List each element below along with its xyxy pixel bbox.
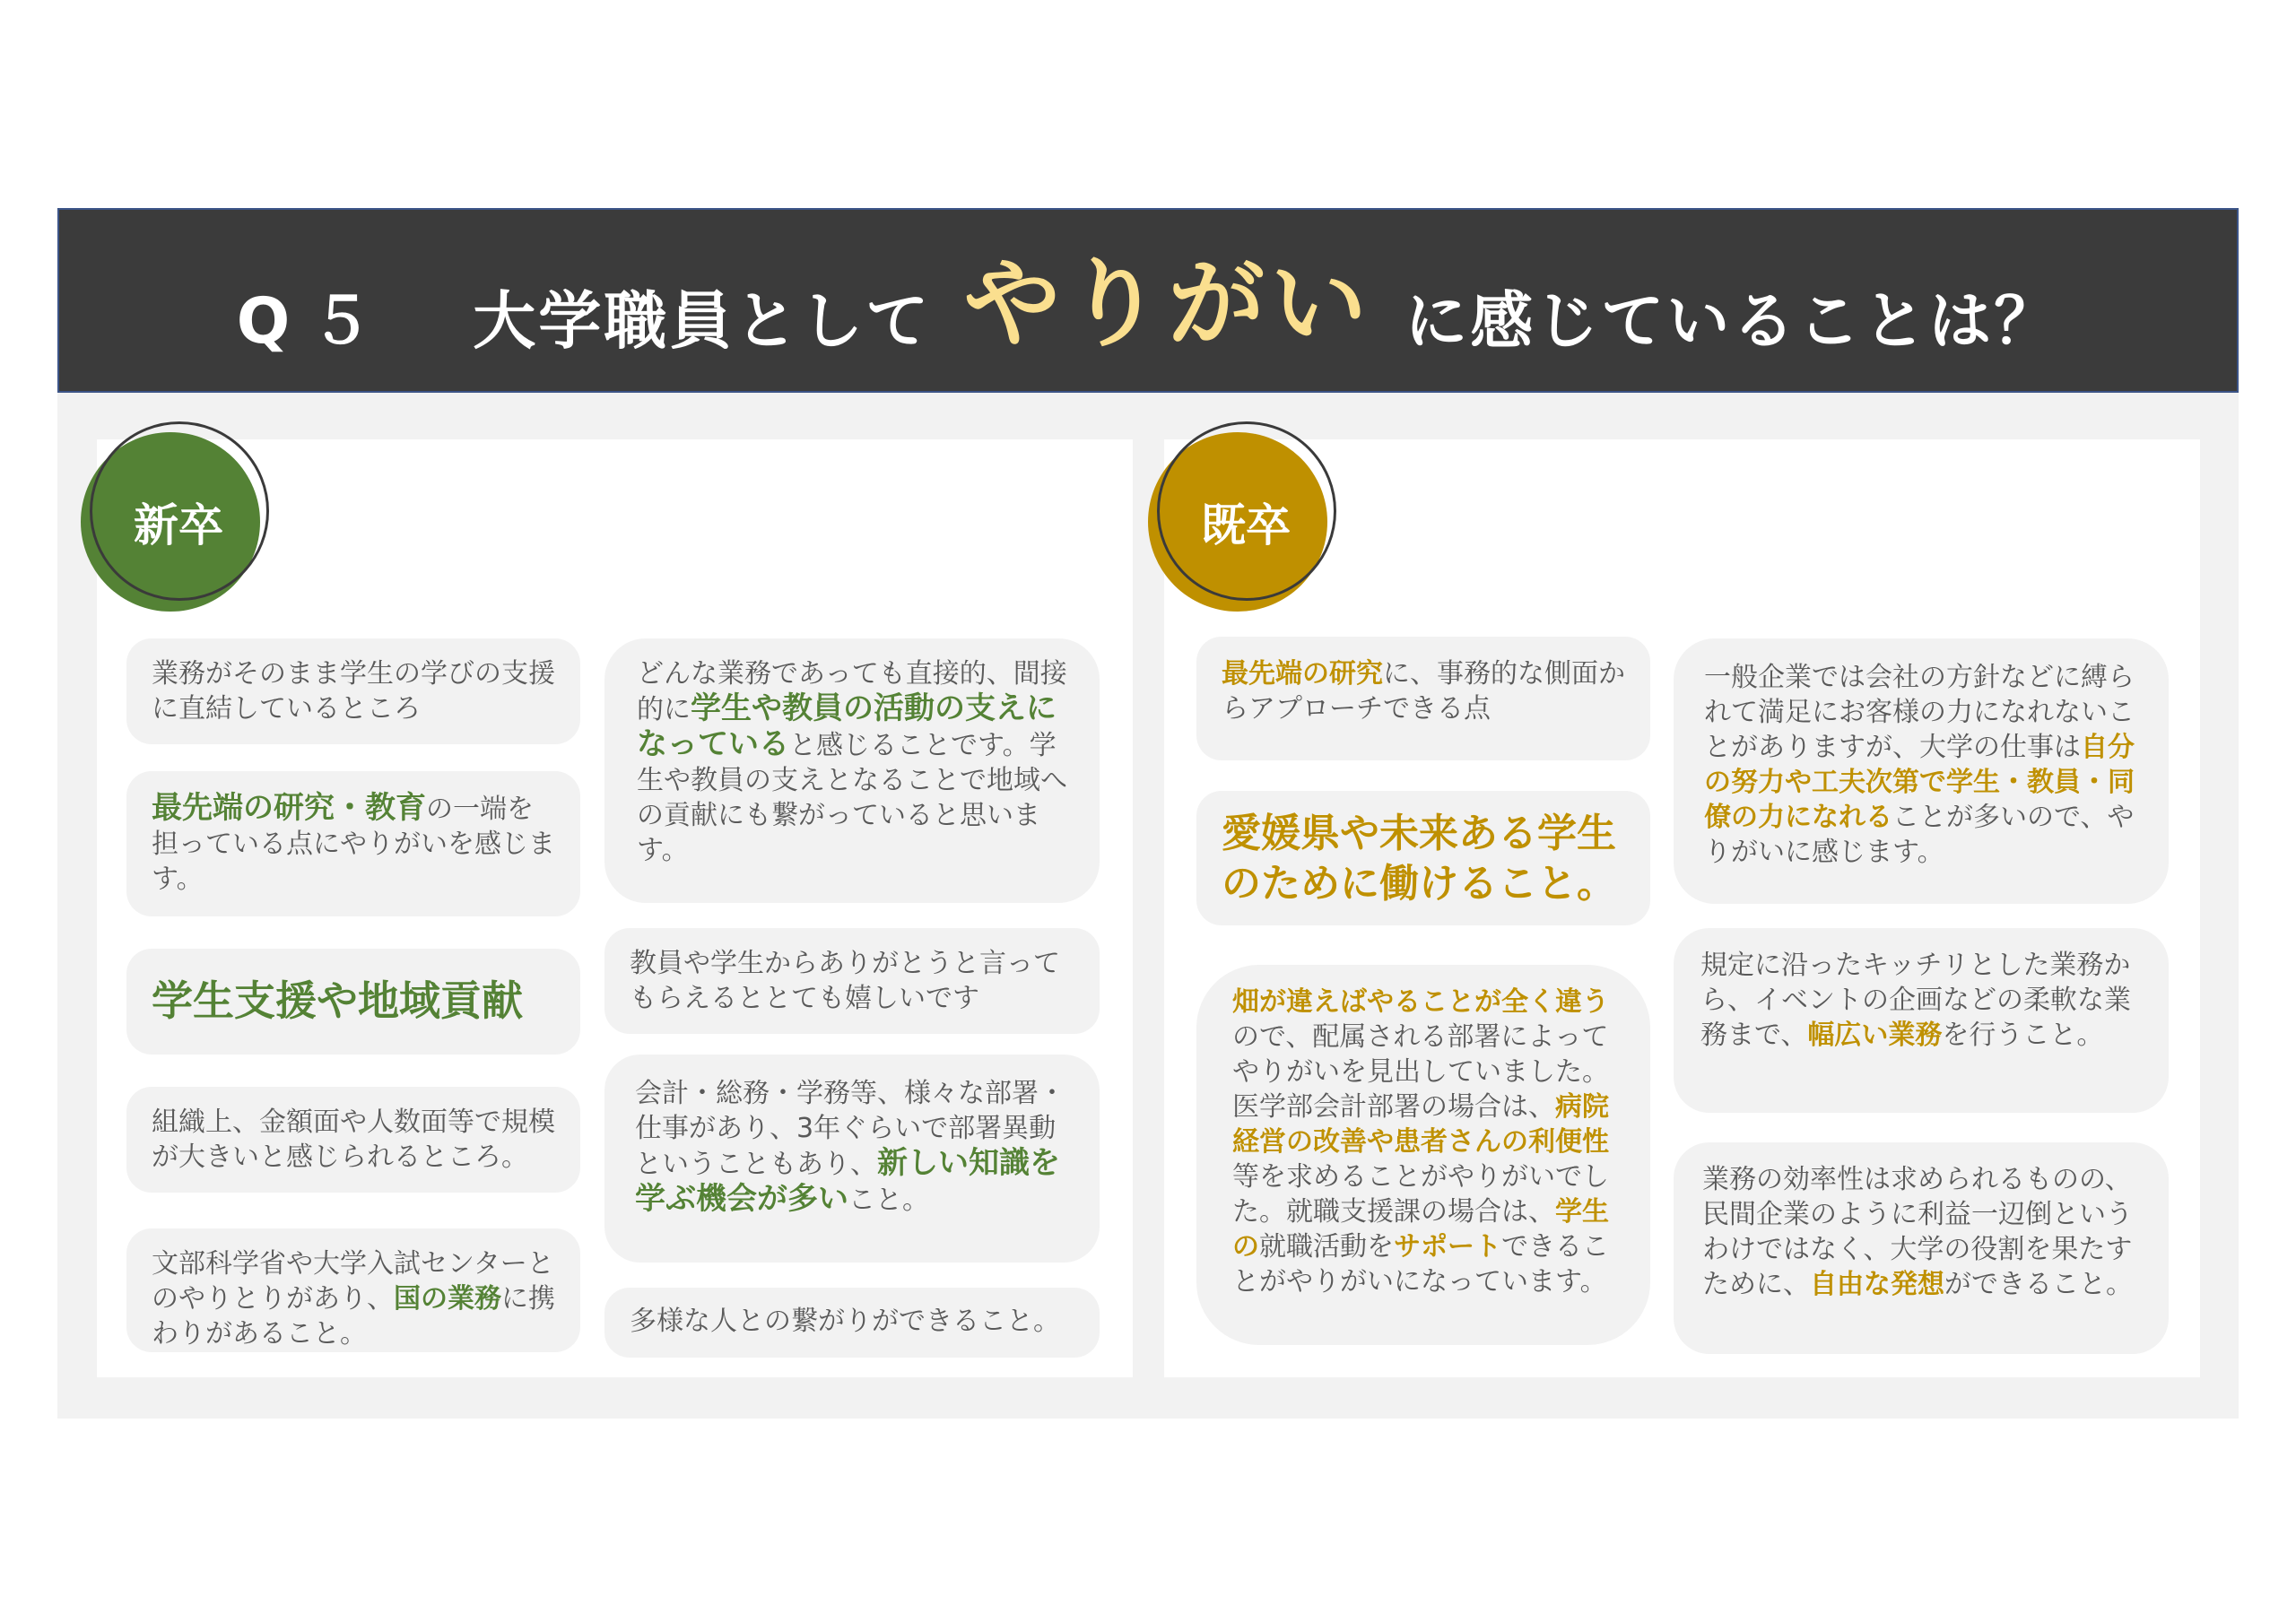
card-text: ができること。 <box>1944 1269 2133 1300</box>
card-text: ことが多いので、やりがいに感じます。 <box>1704 802 2135 868</box>
card-emphasis: 自分の努力や工夫次第で学生・教員・同僚の力になれる <box>1704 732 2135 833</box>
new-grad-card-4 <box>126 1087 580 1193</box>
new-grad-card-5 <box>126 1228 580 1352</box>
mid-career-label: 既卒 <box>1201 499 1291 551</box>
card-emphasis: 学生の <box>1232 1196 1609 1263</box>
card-emphasis: 幅広い業務 <box>1807 1020 1943 1051</box>
new-grad-card-9 <box>604 1288 1100 1358</box>
new-grad-badge <box>81 421 273 613</box>
new-grad-panel <box>97 439 1133 1377</box>
card-emphasis: 学生や教員の活動の支えになっている <box>637 690 1057 762</box>
mid-career-card-1 <box>1196 637 1650 760</box>
title-banner <box>57 208 2239 393</box>
mid-career-panel <box>1164 439 2200 1377</box>
card-text: 組織上、金額面や人数面等で規模が大きいと感じられるところ。 <box>152 1107 555 1173</box>
mid-career-card-4 <box>1674 638 2169 904</box>
card-text: 就職活動を <box>1259 1231 1394 1263</box>
card-text: の一端を担っている点にやりがいを感じます。 <box>152 794 555 895</box>
card-text: どんな業務であっても直接的、間接的に <box>637 658 1067 725</box>
mid-career-card-3 <box>1196 965 1650 1345</box>
title-text-before: 大学職員として <box>473 283 932 358</box>
new-grad-card-7 <box>604 928 1100 1034</box>
title-highlight: やりがい <box>963 247 1373 360</box>
card-emphasis: 最先端の研究・教育 <box>152 790 426 826</box>
card-text: 等を求めることがやりがいでした。就職支援課の場合は、 <box>1232 1161 1609 1228</box>
card-text: 業務がそのまま学生の学びの支援に直結しているところ <box>152 658 555 725</box>
card-emphasis: 学生支援や地域貢献 <box>152 976 523 1025</box>
new-grad-card-2 <box>126 771 580 916</box>
card-text: に、事務的な側面からアプローチできる点 <box>1222 658 1625 725</box>
card-text: 会計・総務・学務等、様々な部署・仕事があり、3年ぐらいで部署異動ということもあり、 <box>635 1078 1065 1180</box>
card-text: こと。 <box>848 1185 929 1216</box>
page-title <box>237 231 2060 370</box>
card-text: 一般企業では会社の方針などに縛られて満足にお客様の力になれないことがありますが、大学の仕事は <box>1704 662 2135 763</box>
mid-career-card-2 <box>1196 791 1650 925</box>
mid-career-card-6 <box>1674 1142 2169 1354</box>
card-emphasis: 愛媛県や未来ある学生のために働けること。 <box>1222 811 1616 907</box>
mid-career-card-5 <box>1674 928 2169 1113</box>
card-text: 教員や学生からありがとうと言ってもらえるととても嬉しいです <box>630 948 1060 1014</box>
mid-career-badge <box>1148 421 1340 613</box>
card-text: 文部科学省や大学入試センターとのやりとりがあり、 <box>152 1248 554 1315</box>
new-grad-card-3 <box>126 949 580 1055</box>
card-emphasis: サポート <box>1394 1231 1501 1263</box>
new-grad-card-8 <box>604 1055 1100 1263</box>
new-grad-card-1 <box>126 638 580 744</box>
card-text: 規定に沿ったキッチリとした業務から、イベントの企画などの柔軟な業務まで、 <box>1700 950 2131 1051</box>
card-text: できることがやりがいになっています。 <box>1232 1231 1609 1298</box>
card-emphasis: 最先端の研究 <box>1222 658 1383 690</box>
title-text-after: に感じていることは？ <box>1405 283 2060 358</box>
card-text: 多様な人との繋がりができること。 <box>630 1306 1060 1337</box>
card-text: を行うこと。 <box>1942 1020 2104 1051</box>
card-emphasis: 自由な発想 <box>1810 1269 1944 1300</box>
question-number: Q５ <box>236 283 393 358</box>
card-emphasis: 国の業務 <box>394 1283 501 1315</box>
card-emphasis: 病院経営の改善や患者さんの利便性 <box>1232 1091 1609 1158</box>
card-text: 業務の効率性は求められるものの、民間企業のように利益一辺倒というわけではなく、大学の役割を果たすために、 <box>1702 1164 2133 1300</box>
new-grad-card-6 <box>604 638 1100 903</box>
card-emphasis: 畑が違えばやることが全く違う <box>1232 986 1609 1018</box>
new-grad-label: 新卒 <box>134 499 223 551</box>
card-text: に携わりがあること。 <box>152 1283 555 1350</box>
card-text: と感じることです。学生や教員の支えとなることで地域への貢献にも繋がっていると思います。 <box>637 730 1067 866</box>
card-text: ので、配属される部署によってやりがいを見出していました。医学部会計部署の場合は、 <box>1232 1021 1609 1123</box>
card-emphasis: 新しい知識を学ぶ機会が多い <box>635 1145 1060 1217</box>
